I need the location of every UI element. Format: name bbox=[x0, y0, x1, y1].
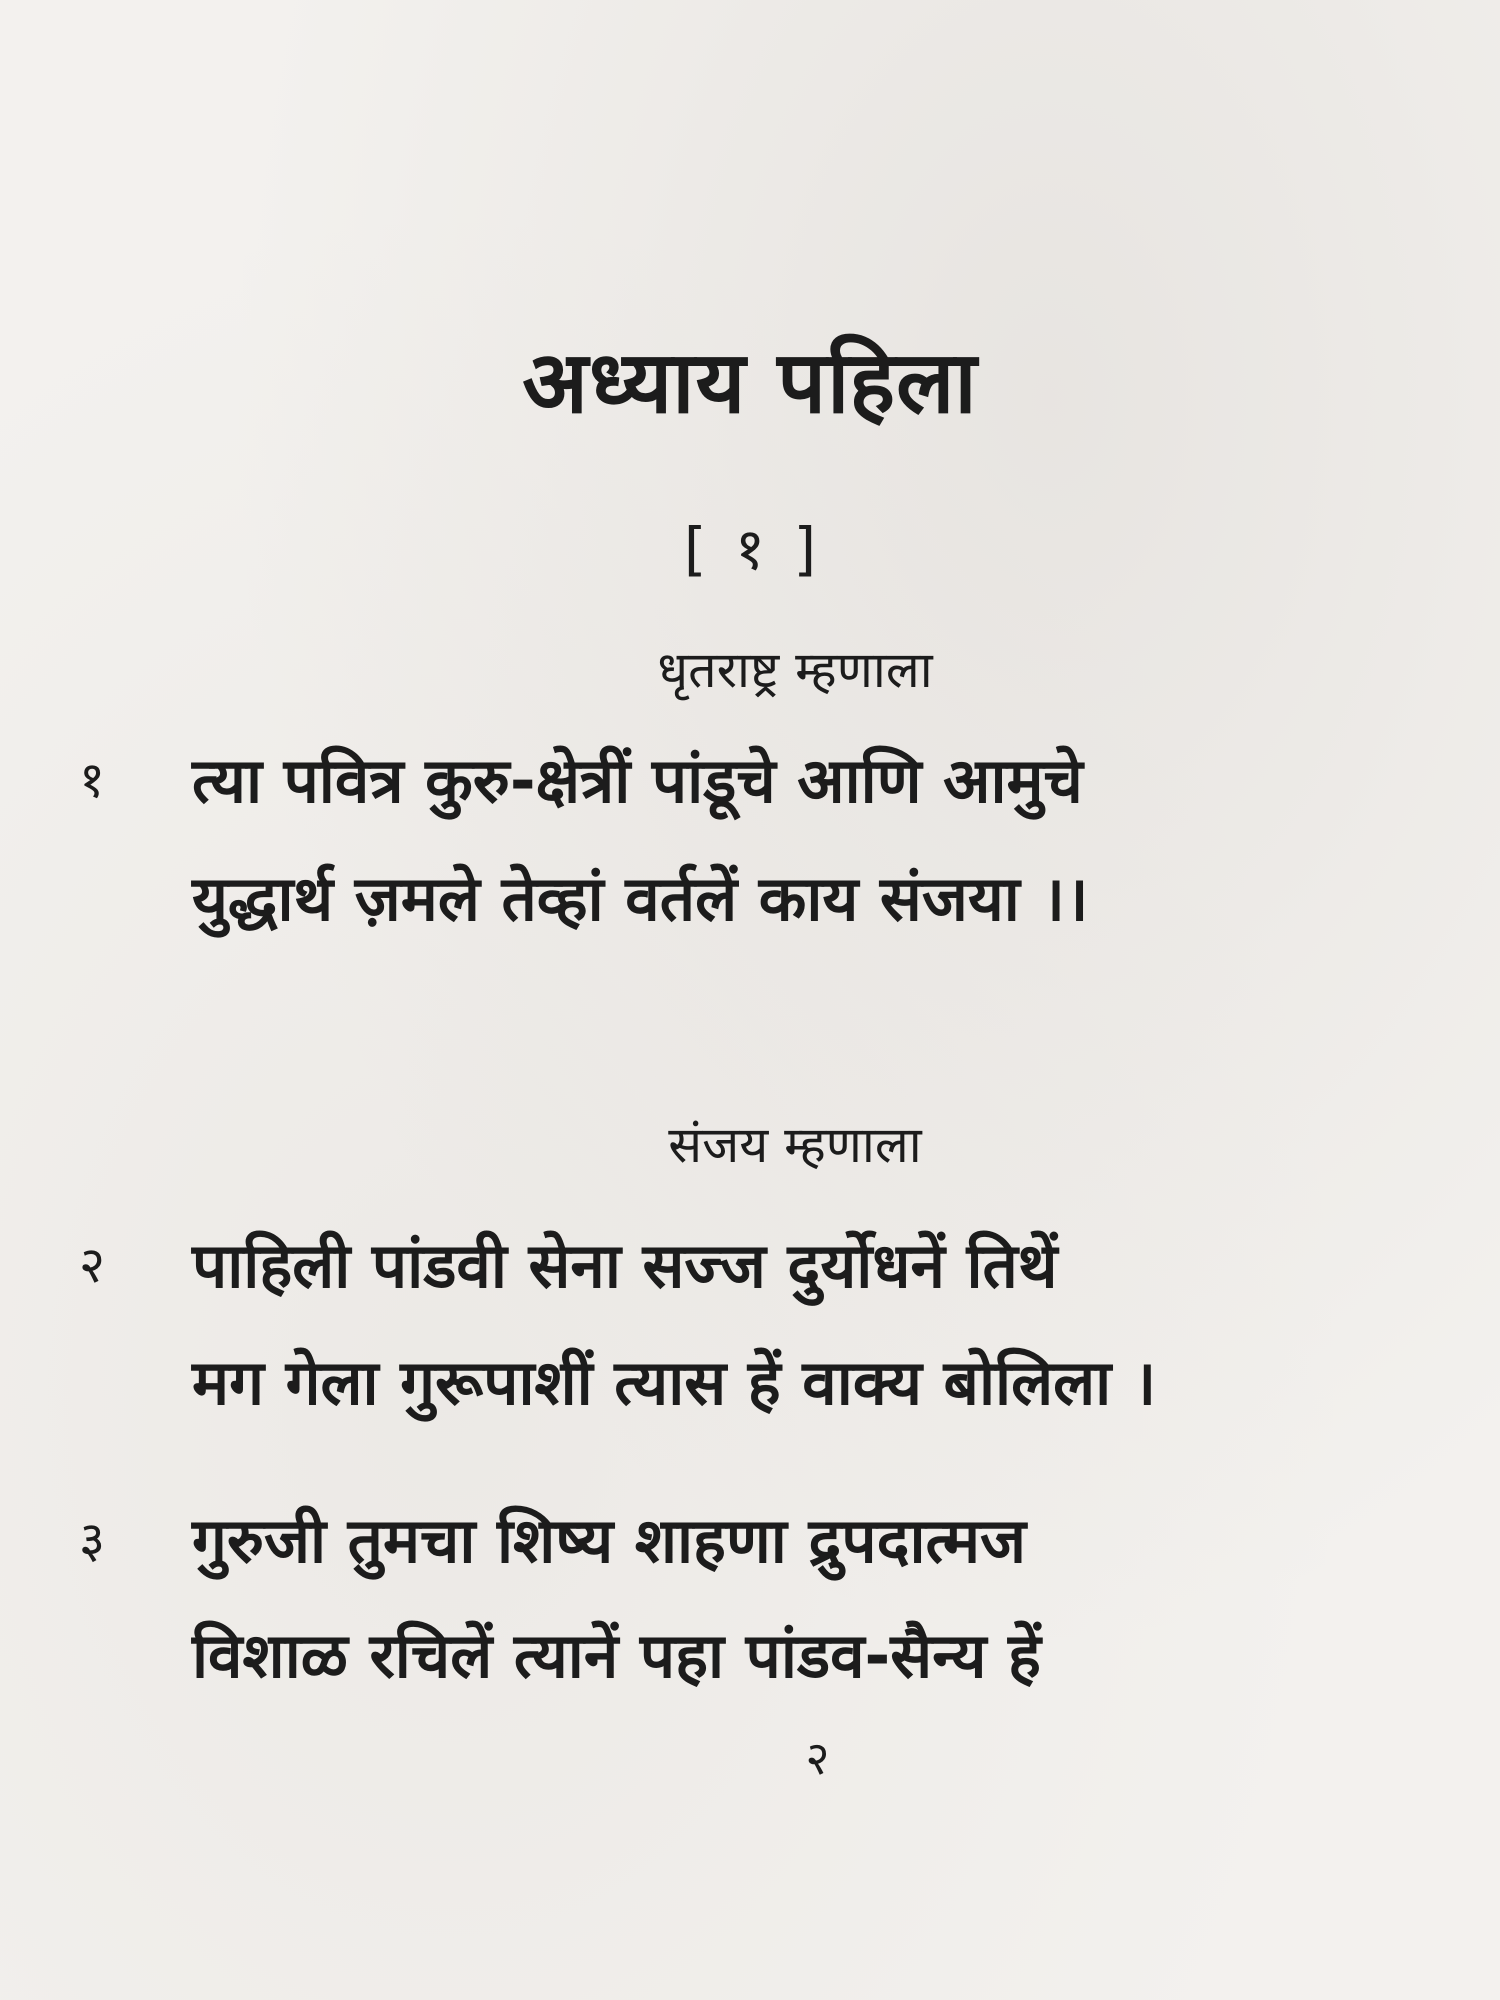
verse-number: १ bbox=[79, 751, 105, 809]
speaker-heading: धृतराष्ट्र म्हणाला bbox=[657, 641, 933, 699]
verse-line: विशाळ रचिलें त्यानें पहा पांडव-सैन्य हें bbox=[192, 1619, 1041, 1692]
verse-line: पाहिली पांडवी सेना सज्ज दुर्योधनें तिथें bbox=[192, 1229, 1058, 1302]
verse-line: मग गेला गुरूपाशीं त्यास हें वाक्य बोलिला । bbox=[192, 1346, 1157, 1419]
verse-line: युद्धार्थ ज़मले तेव्हां वर्तलें काय संजया ।। bbox=[192, 862, 1089, 935]
verse-number: ३ bbox=[79, 1511, 105, 1569]
verse-line: गुरुजी तुमचा शिष्य शाहणा द्रुपदात्मज bbox=[192, 1504, 1027, 1577]
section-number: [ १ ] bbox=[683, 515, 817, 583]
speaker-heading: संजय म्हणाला bbox=[668, 1116, 922, 1174]
verse-number: २ bbox=[79, 1236, 105, 1294]
verse-line: त्या पवित्र कुरु-क्षेत्रीं पांडूचे आणि आमुचे bbox=[192, 744, 1083, 817]
page-number: २ bbox=[805, 1731, 830, 1785]
chapter-title: अध्याय पहिला bbox=[522, 333, 978, 433]
